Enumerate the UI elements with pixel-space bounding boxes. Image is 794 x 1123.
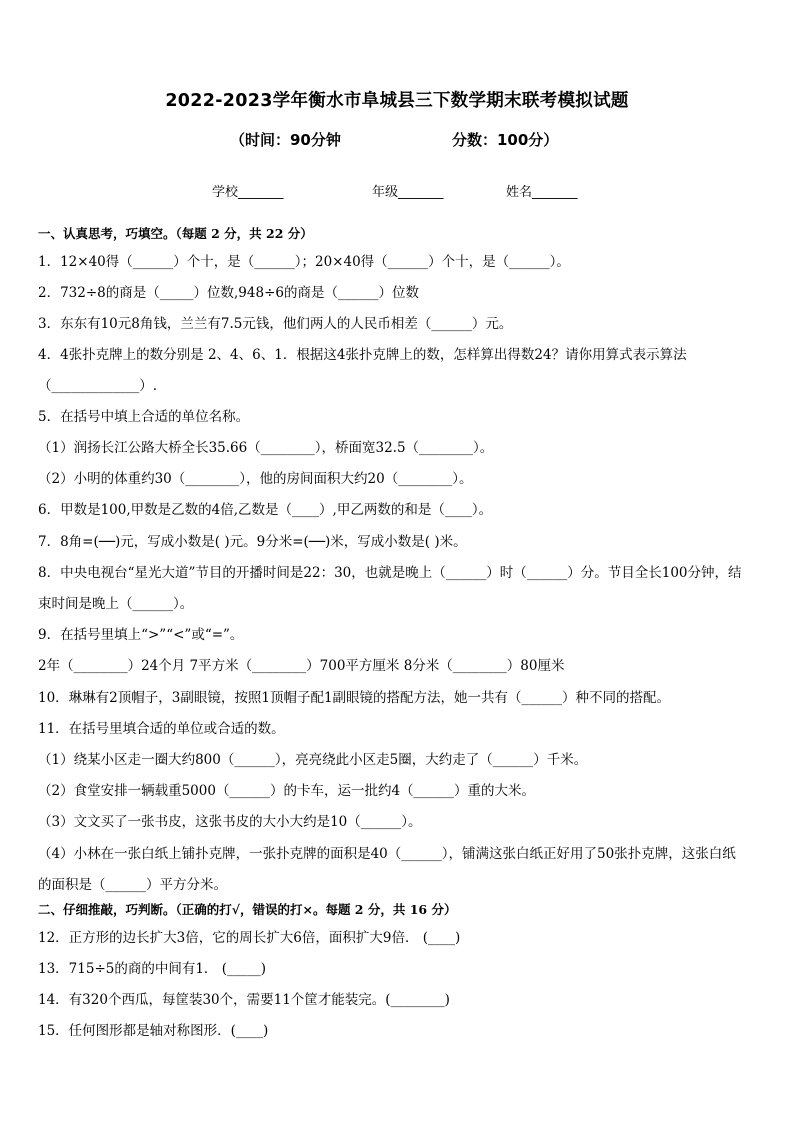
question-8-continued: 束时间是晚上（______）。 [38,596,194,612]
question-8: 8．中央电视台“星光大道”节目的开播时间是22：30，也就是晚上（______）时（______）分。节目全长100分钟，结 [38,565,742,581]
section-two-heading: 二、仔细推敲，巧判断。（正确的打√，错误的打×。每题 2 分，共 16 分） [38,902,457,917]
question-4-answer: （_____________）. [38,378,158,394]
question-6: 6．甲数是100,甲数是乙数的4倍,乙数是（____）,甲乙两数的和是（____）。 [38,502,493,518]
question-11-4: （4）小林在一张白纸上铺扑克牌，一张扑克牌的面积是40（______），铺满这张白纸正好用了50张扑克牌，这张白纸 [38,846,736,862]
question-9-items: 2年（________）24个月 7平方米（________）700平方厘米 8分米（________）80厘米 [38,658,565,674]
question-5: 5．在括号中填上合适的单位名称。 [38,409,250,425]
exam-score: 分数：100分） [452,131,559,149]
school-field: 学校_______ [212,185,284,200]
question-13: 13．715÷5的商的中间有1． (_____) [38,961,267,977]
question-1: 1．12×40得（______）个十，是（______）；20×40得（______）个十，是（______）。 [38,254,570,270]
question-9: 9．在括号里填上“>”“<”或“=”。 [38,627,244,643]
question-12: 12．正方形的边长扩大3倍，它的周长扩大6倍，面积扩大9倍． (____) [38,930,461,946]
question-11: 11．在括号里填合适的单位或合适的数。 [38,721,285,737]
question-11-2: （2）食堂安排一辆载重5000（______）的卡车，运一批约4（______）重的大米。 [38,783,536,799]
section-one-heading: 一、认真思考，巧填空。（每题 2 分，共 22 分） [38,226,313,241]
page-title: 2022-2023学年衡水市阜城县三下数学期末联考模拟试题 [165,91,629,111]
name-field: 姓名_______ [506,185,578,200]
question-3: 3．东东有10元8角钱，兰兰有7.5元钱，他们两人的人民币相差（______）元。 [38,316,513,332]
question-11-4-continued: 的面积是（______）平方分米。 [38,877,227,893]
question-14: 14．有320个西瓜，每筐装30个，需要11个筐才能装完。(________) [38,992,450,1008]
exam-time: （时间：90分钟 [230,131,341,149]
question-5-1: （1）润扬长江公路大桥全长35.66（________），桥面宽32.5（________）。 [38,440,494,456]
question-10: 10．琳琳有2顶帽子，3副眼镜，按照1顶帽子配1副眼镜的搭配方法，她一共有（______）种不同的搭配。 [38,690,671,706]
question-2: 2．732÷8的商是（_____）位数,948÷6的商是（______）位数 [38,285,419,301]
question-15: 15．任何图形都是轴对称图形．(____) [38,1023,269,1039]
question-11-3: （3）文文买了一张书皮，这张书皮的大小大约是10（______）。 [38,814,422,830]
question-11-1: （1）绕某小区走一圈大约800（______），亮亮绕此小区走5圈，大约走了（______）千米。 [38,752,588,768]
question-4: 4．4张扑克牌上的数分别是 2、4、6、1．根据这4张扑克牌上的数，怎样算出得数24？请你用算式表示算法 [38,347,687,363]
grade-field: 年级_______ [372,185,444,200]
question-5-2: （2）小明的体重约30（________），他的房间面积大约20（________）。 [38,471,473,487]
question-7: 7．8角=(──)元，写成小数是( )元。9分米=(──)米，写成小数是( )米。 [38,534,467,550]
